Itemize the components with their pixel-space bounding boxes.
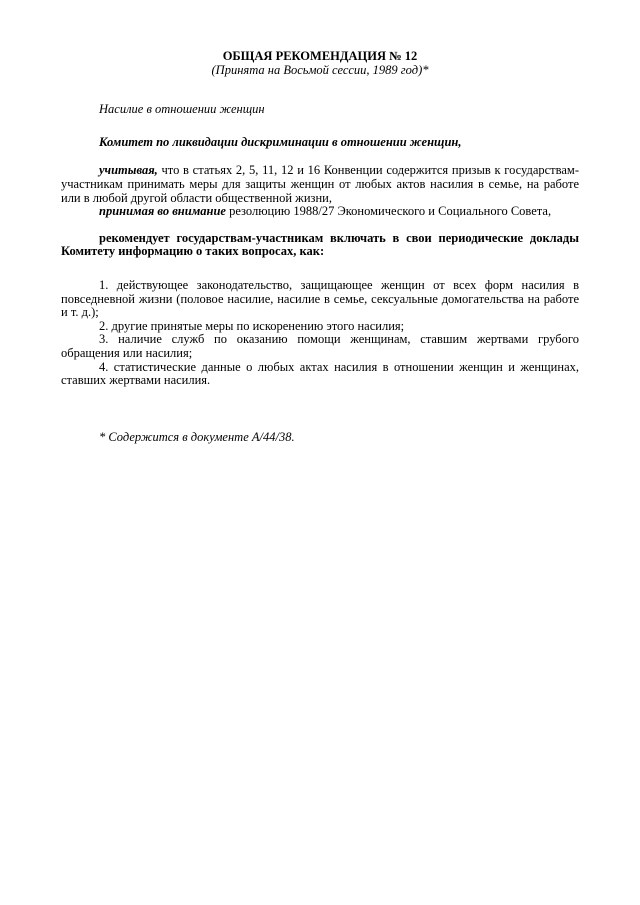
paragraph-recommends: рекомендует государствам-участникам включать в свои периодические доклады Комитету информацию о таких вопросах, как: [61,230,579,259]
recommendation-list [61,279,579,388]
document-header [61,50,579,77]
list-item: 1. действующее законодательство, защищающее женщин от всех форм насилия в повседневной жизни (половое насилие, насилие в семье, сексуальные домогательства на работе и т. д.); [61,277,579,320]
document-topic: Насилие в отношении женщин [99,102,265,117]
paragraph-text-taking-into-account: резолюцию 1988/27 Экономического и Социального Совета, [225,204,552,219]
footnote: * Содержится в документе А/44/38. [99,429,295,444]
list-item: 4. статистические данные о любых актах насилия в отношении женщин и женщинах, ставших жертвами насилия. [61,359,579,388]
lead-word-considering: учитывая, [99,163,158,178]
list-item: 2. другие принятые меры по искоренению этого насилия; [99,318,405,333]
paragraph-taking-into-account [61,205,579,219]
list-item: 3. наличие служб по оказанию помощи женщинам, ставшим жертвами грубого обращения или насилия; [61,332,579,360]
committee-line: Комитет по ликвидации дискриминации в отношении женщин, [99,134,462,149]
document-subtitle: (Принята на Восьмой сессии, 1989 год)* [211,62,429,77]
paragraph-text-considering: что в статьях 2, 5, 11, 12 и 16 Конвенции содержится призыв к государствам-участникам принимать меры для защиты женщин от любых актов насилия в семье, на работе или в любой другой области общественной жизни, [61,163,579,205]
paragraph-considering [61,164,579,205]
lead-word-taking-into-account: принимая во внимание [99,204,226,219]
document-title: ОБЩАЯ РЕКОМЕНДАЦИЯ № 12 [222,49,418,63]
